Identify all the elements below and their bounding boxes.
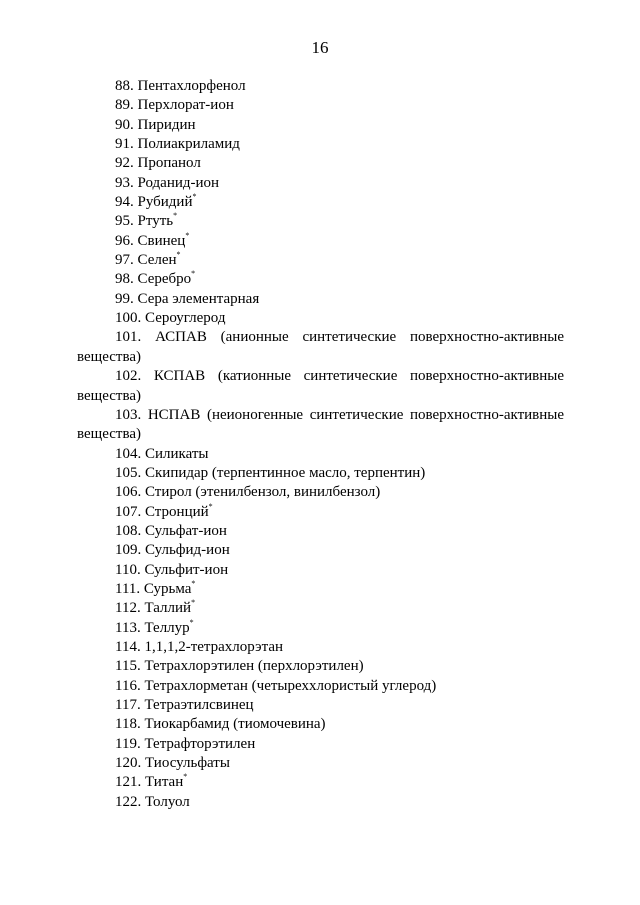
list-group-2 (77, 445, 564, 813)
list-item-text-line1: 101. АСПАВ (анионные синтетические поверхностно-активные (115, 329, 564, 346)
asterisk-mark: * (208, 501, 213, 511)
list-item (77, 793, 564, 812)
list-item-text: 100. Сероуглерод (115, 310, 226, 327)
list-item (77, 696, 564, 715)
list-item-text-line1: 103. НСПАВ (неионогенные синтетические поверхностно-активные (115, 406, 564, 423)
list-item-text: 110. Сульфит-ион (115, 561, 229, 578)
list-item-text: 94. Рубидий (115, 194, 193, 211)
list-item (77, 270, 564, 289)
asterisk-mark: * (185, 230, 190, 240)
list-item (77, 483, 564, 502)
list-item-text: 88. Пентахлорфенол (115, 78, 246, 94)
list-item-text: 96. Свинец (115, 232, 186, 249)
list-item-text: 99. Сера элементарная (115, 290, 260, 307)
list-item-text: 98. Серебро (115, 271, 192, 288)
list-item-text: 119. Тетрафторэтилен (115, 735, 256, 752)
list-item-text: 106. Стирол (этенилбензол, винилбензол) (115, 484, 381, 501)
list-item-text: 97. Селен (115, 252, 177, 269)
list-item-text: 92. Пропанол (115, 155, 201, 172)
list-item-text: 120. Тиосульфаты (115, 755, 230, 772)
list-item-text: 117. Тетраэтилсвинец (115, 697, 254, 713)
list-item (77, 580, 564, 599)
list-item (77, 735, 564, 754)
list-item-wrapped (77, 367, 564, 406)
list-item (77, 445, 564, 464)
list-item-text-line1: 102. КСПАВ (катионные синтетические поверхностно-активные (115, 368, 564, 385)
list-item (77, 116, 564, 135)
list-item-text: 121. Титан (115, 774, 184, 791)
list-group-1 (77, 77, 564, 328)
list-item-text: 114. 1,1,1,2-тетрахлорэтан (115, 638, 284, 655)
list-item (77, 522, 564, 541)
list-item (77, 232, 564, 251)
list-item (77, 193, 564, 212)
list-item (77, 677, 564, 696)
list-item (77, 657, 564, 676)
list-item (77, 77, 564, 96)
list-item (77, 174, 564, 193)
asterisk-mark: * (176, 250, 181, 260)
asterisk-mark: * (191, 269, 196, 279)
list-item-text: 122. Толуол (115, 793, 190, 810)
list-item (77, 754, 564, 773)
list-item (77, 619, 564, 638)
list-item-wrapped (77, 328, 564, 367)
list-item (77, 309, 564, 328)
list-item (77, 464, 564, 483)
list-item-text: 118. Тиокарбамид (тиомочевина) (115, 716, 326, 733)
list-item-text-line2: вещества) (77, 426, 141, 443)
list-item-text: 90. Пиридин (115, 116, 196, 133)
list-item (77, 561, 564, 580)
list-item (77, 212, 564, 231)
list-item (77, 715, 564, 734)
list-item-text: 107. Стронций (115, 503, 209, 520)
asterisk-mark: * (191, 578, 196, 588)
list-item (77, 135, 564, 154)
list-item-text: 89. Перхлорат-ион (115, 97, 234, 114)
page-number: 16 (311, 38, 329, 57)
list-item-text-line2: вещества) (77, 348, 141, 365)
list-item-text: 109. Сульфид-ион (115, 542, 230, 559)
list-item-text: 104. Силикаты (115, 445, 209, 462)
list-item (77, 96, 564, 115)
list-item (77, 773, 564, 792)
list-item-text: 108. Сульфат-ион (115, 522, 227, 539)
list-item-text: 113. Теллур (115, 619, 190, 636)
list-item-text: 112. Таллий (115, 600, 192, 617)
list-item-text: 105. Скипидар (терпентинное масло, терпентин) (115, 464, 426, 481)
list-item (77, 251, 564, 270)
list-item (77, 541, 564, 560)
asterisk-mark: * (191, 598, 196, 608)
list-item-text: 93. Роданид-ион (115, 174, 220, 191)
list-item-text: 91. Полиакриламид (115, 136, 240, 153)
list-group-wrapped (77, 328, 564, 444)
list-item (77, 154, 564, 173)
list-item-text: 111. Сурьма (115, 580, 192, 597)
list-item-text-line2: вещества) (77, 387, 141, 404)
list-item (77, 290, 564, 309)
substance-list (77, 77, 564, 812)
asterisk-mark: * (183, 772, 188, 782)
list-item-text: 116. Тетрахлорметан (четыреххлористый углерод) (115, 677, 437, 694)
list-item (77, 638, 564, 657)
asterisk-mark: * (189, 617, 194, 627)
list-item-wrapped (77, 406, 564, 445)
asterisk-mark: * (173, 211, 178, 221)
list-item-text: 95. Ртуть (115, 213, 174, 230)
list-item (77, 599, 564, 618)
list-item (77, 503, 564, 522)
asterisk-mark: * (192, 192, 197, 202)
list-item-text: 115. Тетрахлорэтилен (перхлорэтилен) (115, 658, 364, 675)
